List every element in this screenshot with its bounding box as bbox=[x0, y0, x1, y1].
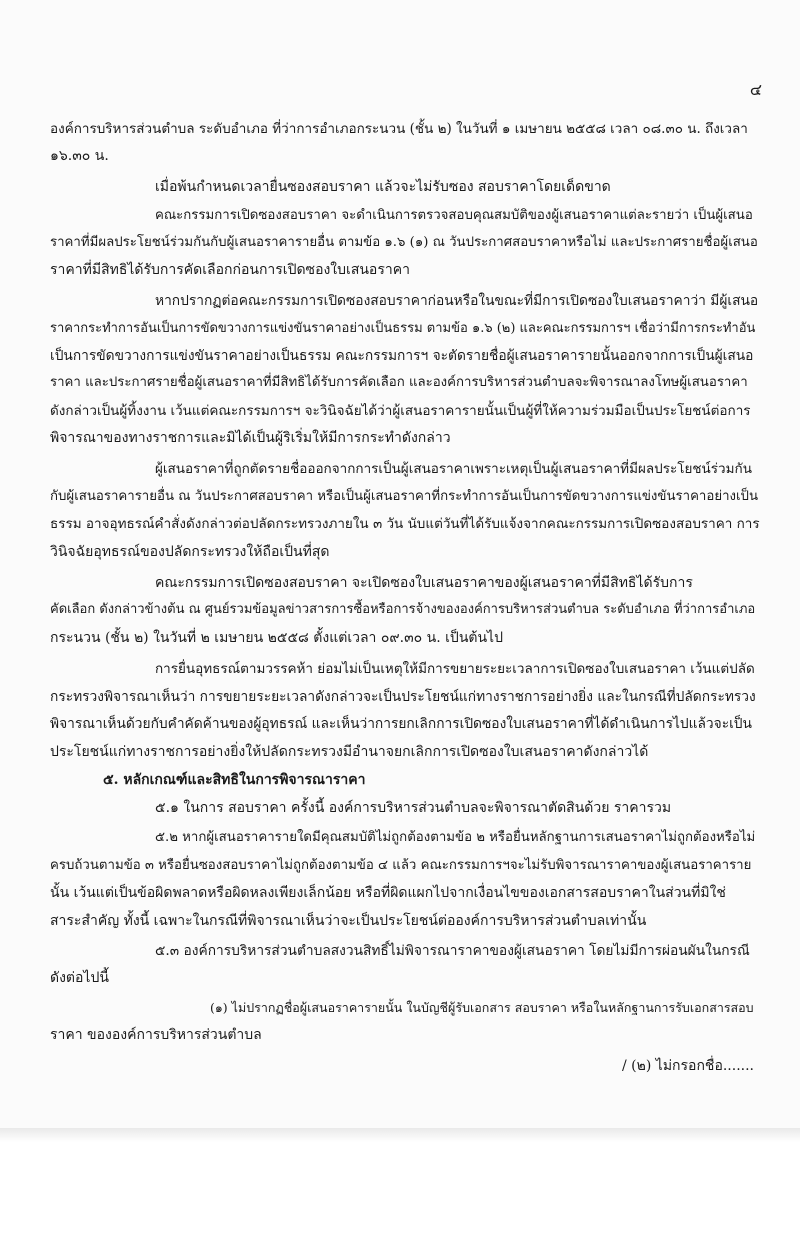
text-line: ราคา และประกาศรายชื่อผู้เสนอราคาที่มีสิทธิได้รับการคัดเลือก และองค์การบริหารส่วนตำบลจะพิจารณาลงโทษผู้เสนอราคา bbox=[50, 375, 748, 390]
text-line: ดังต่อไปนี้ bbox=[50, 970, 109, 986]
text-line: ราคา ขององค์การบริหารส่วนตำบล bbox=[50, 1027, 262, 1043]
text-line: ราคากระทำการอันเป็นการขัดขวางการแข่งขันราคาอย่างเป็นธรรม ตามข้อ ๑.๖ (๒) และคณะกรรมการฯ เชื่อว่ามีการกระทำอัน bbox=[50, 321, 756, 336]
text-line: พิจารณาเห็นด้วยกับคำคัดค้านของผู้อุทธรณ์ และเห็นว่าการยกเลิกการเปิดซองใบเสนอราคาที่ได้ดำเนินการไปแล้วจะเป็น bbox=[50, 716, 752, 732]
text-line: วินิจฉัยอุทธรณ์ของปลัดกระทรวงให้ถือเป็นที่สุด bbox=[50, 544, 330, 560]
text-line: คณะกรรมการเปิดซองสอบราคา จะดำเนินการตรวจสอบคุณสมบัติของผู้เสนอราคาแต่ละรายว่า เป็นผู้เสนอ bbox=[155, 208, 753, 223]
page-edge bbox=[0, 1128, 800, 1142]
text-line: (๑) ไม่ปรากฏชื่อผู้เสนอราคารายนั้น ในบัญชีผู้รับเอกสาร สอบราคา หรือในหลักฐานการรับเอกสารสอบ bbox=[210, 1000, 754, 1015]
text-line: ราคาที่มีผลประโยชน์ร่วมกันกับผู้เสนอราคารายอื่น ตามข้อ ๑.๖ (๑) ณ วันประกาศสอบราคาหรือไม่ และประกาศรายชื่อผู้เสนอ bbox=[50, 235, 758, 250]
text-line: ๕.๑ ในการ สอบราคา ครั้งนี้ องค์การบริหารส่วนตำบลจะพิจารณาตัดสินด้วย ราคารวม bbox=[155, 800, 672, 816]
text-line: ๕.๒ หากผู้เสนอราคารายใดมีคุณสมบัติไม่ถูกต้องตามข้อ ๒ หรือยื่นหลักฐานการเสนอราคาไม่ถูกต้องหรือไม่ bbox=[155, 830, 756, 845]
text-line: ธรรม อาจอุทธรณ์คำสั่งดังกล่าวต่อปลัดกระทรวงภายใน ๓ วัน นับแต่วันที่ได้รับแจ้งจากคณะกรรมการเปิดซองสอบราคา การ bbox=[50, 516, 760, 532]
text-line: พิจารณาของทางราชการและมิได้เป็นผู้ริเริ่มให้มีการกระทำดังกล่าว bbox=[50, 430, 451, 446]
text-line: การยื่นอุทธรณ์ตามวรรคห้า ย่อมไม่เป็นเหตุให้มีการขยายระยะเวลาการเปิดซองใบเสนอราคา เว้นแต่ปลัด bbox=[155, 661, 755, 677]
text-line: กระทรวงพิจารณาเห็นว่า การขยายระยะเวลาดังกล่าวจะเป็นประโยชน์แก่ทางราชการอย่างยิ่ง และในกรณีที่ปลัดกระทรวง bbox=[50, 689, 756, 705]
page-number: ๔ bbox=[749, 80, 762, 99]
continuation-note: / (๒) ไม่กรอกชื่อ....... bbox=[622, 1058, 754, 1074]
text-line: ราคาที่มีสิทธิได้รับการคัดเลือกก่อนการเปิดซองใบเสนอราคา bbox=[50, 262, 410, 278]
text-line: เมื่อพ้นกำหนดเวลายื่นซองสอบราคา แล้วจะไม่รับซอง สอบราคาโดยเด็ดขาด bbox=[155, 179, 611, 195]
text-line: สาระสำคัญ ทั้งนี้ เฉพาะในกรณีที่พิจารณาเห็นว่าจะเป็นประโยชน์ต่อองค์การบริหารส่วนตำบลเท่านั้น bbox=[50, 913, 647, 929]
text-line: เป็นการขัดขวางการแข่งขันราคาอย่างเป็นธรรม คณะกรรมการฯ จะตัดรายชื่อผู้เสนอราคารายนั้นออกจากการเป็นผู้เสนอ bbox=[50, 348, 754, 364]
text-line: ประโยชน์แก่ทางราชการอย่างยิ่งให้ปลัดกระทรวงมีอำนาจยกเลิกการเปิดซองใบเสนอราคาดังกล่าวได้ bbox=[50, 744, 649, 760]
text-line: กับผู้เสนอราคารายอื่น ณ วันประกาศสอบราคา หรือเป็นผู้เสนอราคาที่กระทำการอันเป็นการขัดขวางการแข่งขันราคาอย่างเป็น bbox=[50, 489, 759, 504]
text-line: ครบถ้วนตามข้อ ๓ หรือยื่นซองสอบราคาไม่ถูกต้องตามข้อ ๔ แล้ว คณะกรรมการฯจะไม่รับพิจารณาราคาของผู้เสนอราคาราย bbox=[50, 858, 752, 873]
section-heading: ๕. หลักเกณฑ์และสิทธิในการพิจารณาราคา bbox=[103, 772, 366, 788]
text-line: ดังกล่าวเป็นผู้ทิ้งงาน เว้นแต่คณะกรรมการฯ จะวินิจฉัยได้ว่าผู้เสนอราคารายนั้นเป็นผู้ที่ให้ความร่วมมือเป็นประโยชน์ต่อการ bbox=[50, 403, 751, 419]
text-line: คณะกรรมการเปิดซองสอบราคา จะเปิดซองใบเสนอราคาของผู้เสนอราคาที่มีสิทธิได้รับการ bbox=[155, 575, 693, 591]
text-line: ๕.๓ องค์การบริหารส่วนตำบลสงวนสิทธิ์ไม่พิจารณาราคาของผู้เสนอราคา โดยไม่มีการผ่อนผันในกรณี bbox=[155, 943, 750, 959]
text-line: กระนวน (ชั้น ๒) ในวันที่ ๒ เมษายน ๒๕๕๘ ตั้งแต่เวลา ๐๙.๓๐ น. เป็นต้นไป bbox=[50, 630, 503, 646]
text-line: ๑๖.๓๐ น. bbox=[50, 148, 109, 164]
text-line: องค์การบริหารส่วนตำบล ระดับอำเภอ ที่ว่าการอำเภอกระนวน (ชั้น ๒) ในวันที่ ๑ เมษายน ๒๕๕๘ เวลา ๐๘.๓๐ น. ถึงเวลา bbox=[50, 121, 748, 137]
text-line: คัดเลือก ดังกล่าวข้างต้น ณ ศูนย์รวมข้อมูลข่าวสารการซื้อหรือการจ้างขององค์การบริหารส่วนตำบล ระดับอำเภอ ที่ว่าการอำเภอ bbox=[50, 602, 756, 617]
text-line: นั้น เว้นแต่เป็นข้อผิดพลาดหรือผิดหลงเพียงเล็กน้อย หรือที่ผิดแผกไปจากเงื่อนไขของเอกสารสอบราคาในส่วนที่มิใช่ bbox=[50, 885, 726, 901]
text-line: หากปรากฏต่อคณะกรรมการเปิดซองสอบราคาก่อนหรือในขณะที่มีการเปิดซองใบเสนอราคาว่า มีผู้เสนอ bbox=[155, 293, 759, 309]
text-line: ผู้เสนอราคาที่ถูกตัดรายชื่อออกจากการเป็นผู้เสนอราคาเพราะเหตุเป็นผู้เสนอราคาที่มีผลประโยชน์ร่วมกัน bbox=[155, 461, 752, 477]
